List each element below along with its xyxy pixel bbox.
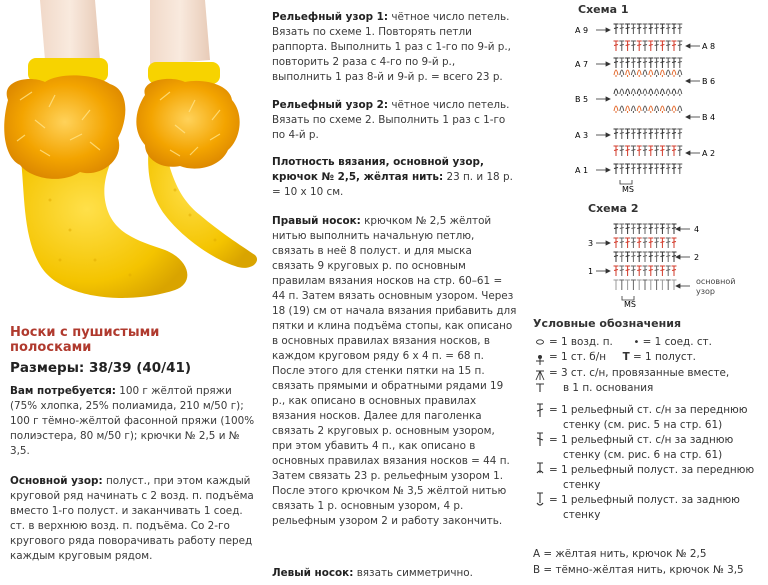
s2-label-left-3: 3 (588, 239, 594, 248)
stitch-symbol (672, 89, 676, 96)
stitch-symbol (631, 266, 636, 276)
s1-label-left-5: B 5 (575, 95, 589, 104)
relief1-block (272, 10, 517, 85)
legend-bpdc: = 1 рельефный ст. с/н за заднюю (549, 434, 734, 446)
legend-hdc: = 1 полуст. (633, 351, 696, 363)
stitch-symbol (666, 224, 671, 234)
stitch-symbol (649, 106, 653, 113)
yarn-b: В = тёмно-жёлтая нить, крючок № 3,5 (533, 564, 744, 576)
legend-sc: = 1 ст. б/н (549, 351, 606, 363)
stitch-symbol (666, 70, 670, 77)
right-fluff (136, 79, 239, 169)
stitch-symbol (649, 70, 653, 77)
stitch-symbol (654, 58, 659, 68)
stitch-symbol (643, 280, 648, 290)
stitch-symbol (666, 266, 671, 276)
stitch-symbol (614, 70, 618, 77)
s1-label-left-9: A 9 (575, 26, 589, 35)
stitch-symbol (666, 24, 671, 34)
sc-icon (536, 357, 544, 365)
stitch-symbol (619, 266, 624, 276)
stitch-symbol (677, 24, 682, 34)
stitch-symbol (672, 238, 677, 248)
stitch-symbol (660, 224, 665, 234)
stitch-symbol (666, 106, 670, 113)
stitch-symbol (648, 41, 653, 51)
stitch-symbol (625, 146, 630, 156)
stitch-symbol (631, 41, 636, 51)
stitch-symbol (643, 266, 648, 276)
stitch-symbol (660, 146, 665, 156)
stitch-symbol (678, 89, 682, 96)
density-block (272, 155, 517, 200)
stitch-symbol (672, 266, 677, 276)
stitch-symbol (625, 41, 630, 51)
stitch-symbol (660, 238, 665, 248)
stitch-symbol (678, 70, 682, 77)
stitch-symbol (614, 252, 619, 262)
stitch-symbol (654, 129, 659, 139)
half-dc-icon (536, 384, 544, 392)
left-sock-block (272, 566, 517, 581)
stitch-symbol (660, 106, 664, 113)
stitch-symbol (643, 164, 648, 174)
sizes: Размеры: 38/39 (40/41) (10, 360, 192, 376)
s2-label-right-4: 4 (694, 225, 700, 234)
stitch-symbol (625, 266, 630, 276)
stitch-symbol (672, 280, 677, 290)
stitch-symbol (643, 129, 648, 139)
s2-ms: MS (624, 300, 636, 308)
stitch-symbol (631, 24, 636, 34)
left-sock-label: Левый носок: (272, 567, 354, 579)
s1-label-left-3: A 3 (575, 131, 589, 140)
density-text: 23 п. и 18 р. = 10 х 10 см. (272, 171, 513, 198)
stitch-symbol (678, 106, 682, 113)
stitch-symbol (631, 58, 636, 68)
stitch-symbol (619, 224, 624, 234)
back-post-dc-icon (537, 433, 543, 446)
stitch-symbol (631, 280, 636, 290)
chain-icon (537, 340, 544, 344)
stitch-symbol (677, 58, 682, 68)
stitch-symbol (655, 89, 659, 96)
stitch-symbol (625, 280, 630, 290)
stitch-symbol (614, 164, 619, 174)
relief2-text: чётное число петель. Вязать по схеме 2. Выполнить 1 раз с 1-го по 4-й р. (272, 99, 510, 141)
stitch-symbol (643, 70, 647, 77)
stitch-symbol (660, 164, 665, 174)
stitch-symbol (625, 24, 630, 34)
stitch-symbol (660, 252, 665, 262)
s1-label-right-6: B 6 (702, 77, 716, 86)
stitch-symbol (626, 89, 630, 96)
stitch-symbol (614, 266, 619, 276)
stitch-symbol (649, 89, 653, 96)
stitch-symbol (654, 238, 659, 248)
stitch-symbol (631, 106, 635, 113)
stitch-symbol (614, 146, 619, 156)
stitch-symbol (655, 106, 659, 113)
stitch-symbol (619, 129, 624, 139)
yarn-a: А = жёлтая нить, крючок № 2,5 (533, 548, 707, 560)
legend-fphdc: = 1 рельефный полуст. за переднюю (549, 464, 755, 476)
stitch-symbol (637, 252, 642, 262)
stitch-symbol (660, 41, 665, 51)
stitch-symbol (672, 70, 676, 77)
stitch-symbol (631, 164, 636, 174)
scheme1-stitches (614, 24, 683, 174)
stitch-symbol (654, 41, 659, 51)
density-label: Плотность вязания, основной узор, крючок № 2,5, жёлтая нить: (272, 156, 484, 183)
s1-label-left-1: A 1 (575, 166, 589, 175)
stitch-symbol (672, 24, 677, 34)
stitch-symbol (625, 238, 630, 248)
stitch-symbol (648, 24, 653, 34)
stitch-symbol (643, 24, 648, 34)
stitch-symbol (643, 252, 648, 262)
stitch-symbol (666, 58, 671, 68)
stitch-symbol (672, 106, 676, 113)
right-leg (150, 0, 210, 65)
legend-bpdc-2: стенку (см. рис. 6 на стр. 61) (563, 449, 723, 461)
stitch-symbol (637, 41, 642, 51)
legend-bphdc: = 1 рельефный полуст. за заднюю (549, 494, 740, 506)
stitch-symbol (677, 129, 682, 139)
stitch-symbol (648, 146, 653, 156)
stitch-symbol (631, 89, 635, 96)
stitch-symbol (672, 41, 677, 51)
stitch-symbol (637, 24, 642, 34)
stitch-symbol (620, 89, 624, 96)
stitch-symbol (625, 58, 630, 68)
stitch-symbol (654, 146, 659, 156)
stitch-symbol (619, 238, 624, 248)
stitch-symbol (626, 106, 630, 113)
stitch-symbol (648, 129, 653, 139)
stitch-symbol (672, 129, 677, 139)
stitch-symbol (637, 238, 642, 248)
stitch-symbol (643, 106, 647, 113)
s2-label-left-1: 1 (588, 267, 594, 276)
stitch-symbol (660, 24, 665, 34)
stitch-symbol (643, 146, 648, 156)
stitch-symbol (619, 58, 624, 68)
stitch-symbol (637, 266, 642, 276)
legend-chain: = 1 возд. п. (549, 336, 613, 348)
stitch-symbol (654, 280, 659, 290)
legend-cluster: = 3 ст. с/н, провязанные вместе, (549, 367, 730, 379)
socks-photo (0, 0, 265, 320)
stitch-symbol (637, 89, 641, 96)
right-sock-label: Правый носок: (272, 215, 361, 227)
legend-fpdc: = 1 рельефный ст. с/н за переднюю (549, 404, 748, 416)
svg-text:узор: узор (696, 287, 715, 296)
materials-label: Вам потребуется: (10, 385, 116, 397)
stitch-symbol (666, 41, 671, 51)
stitch-symbol (619, 252, 624, 262)
stitch-symbol (631, 146, 636, 156)
relief1-label: Рельефный узор 1: (272, 11, 389, 23)
stitch-symbol (666, 252, 671, 262)
stitch-symbol (648, 164, 653, 174)
stitch-symbol (654, 24, 659, 34)
scheme1-diagram (570, 18, 760, 193)
stitch-symbol (614, 224, 619, 234)
scheme2-title: Схема 2 (588, 202, 639, 215)
stitch-symbol (666, 164, 671, 174)
stitch-symbol (625, 164, 630, 174)
stitch-symbol (654, 224, 659, 234)
stitch-symbol (660, 266, 665, 276)
stitch-symbol (619, 146, 624, 156)
stitch-symbol (619, 164, 624, 174)
stitch-symbol (614, 41, 619, 51)
right-sock-text: крючком № 2,5 жёлтой нитью выполнить начальную петлю, связать в неё 8 полуст. и для мыска связать 9 круговых р. по основным правилам вязания носков на стр. 60–61 = 44 п. Затем вязать основным узором. Через 18 (19) см от начала вязания прибавить для пятки и клина подъёма стопы, как описано в основных правилах вязания носков, в каждом круговом ряду 6 х 4 п. = 68 п. После этого для стенки пятки на 15 п. связать прямыми и обратными рядами 19 р., как описано в основных правилах вязания носков. Далее для паголенка связать 2 круговых р. основным узором, при этом убавить 4 п., как описано в основных правилах вязания носков = 44 п. Затем связать 23 р. рельефным узором 1. После этого крючком № 3,5 жёлтой нитью связать 1 р. основным узором, 4 р. рельефным узором 2 и работу закончить. (272, 215, 517, 527)
stitch-symbol (677, 146, 682, 156)
front-post-hdc-icon (537, 463, 543, 473)
materials-text: 100 г жёлтой пряжи (75% хлопка, 25% полиамида, 210 м/50 г); 100 г тёмно-жёлтой фасонной пряжи (100% полиэстера, 80 м/50 г); крючки № 2,5 и № 3,5. (10, 385, 255, 457)
stitch-symbol (648, 58, 653, 68)
legend-bphdc-2: стенку (563, 509, 601, 521)
stitch-symbol (654, 252, 659, 262)
materials-block (10, 384, 260, 459)
cluster-icon (536, 371, 544, 380)
stitch-symbol (614, 129, 619, 139)
stitch-symbol (660, 280, 665, 290)
product-title: Носки с пушистыми полосками (10, 325, 160, 355)
stitch-symbol (643, 58, 648, 68)
basic-pattern-block (10, 474, 260, 564)
stitch-symbol (672, 146, 677, 156)
stitch-symbol (677, 41, 682, 51)
left-sock-text: вязать симметрично. (356, 567, 473, 579)
stitch-symbol (631, 129, 636, 139)
s1-ms: MS (622, 185, 634, 193)
stitch-symbol (614, 58, 619, 68)
stitch-symbol (666, 280, 671, 290)
stitch-symbol (620, 106, 624, 113)
legend-slip: = 1 соед. ст. (642, 336, 712, 348)
stitch-symbol (637, 106, 641, 113)
stitch-symbol (625, 252, 630, 262)
stitch-symbol (619, 280, 624, 290)
s1-label-left-7: A 7 (575, 60, 589, 69)
stitch-symbol (643, 238, 648, 248)
stitch-symbol (625, 224, 630, 234)
stitch-symbol (672, 58, 677, 68)
back-post-hdc-icon (537, 493, 543, 505)
stitch-symbol (637, 58, 642, 68)
stitch-symbol (637, 70, 641, 77)
basic-pattern-label: Основной узор: (10, 475, 103, 487)
stitch-symbol (672, 164, 677, 174)
left-fluff (4, 75, 125, 179)
stitch-symbol (631, 252, 636, 262)
stitch-symbol (631, 224, 636, 234)
stitch-symbol (643, 89, 647, 96)
stitch-symbol (655, 70, 659, 77)
relief2-block (272, 98, 517, 143)
stitch-symbol (643, 41, 648, 51)
relief2-label: Рельефный узор 2: (272, 99, 389, 111)
s1-label-right-2: A 2 (702, 149, 716, 158)
legend-fpdc-2: стенку (см. рис. 5 на стр. 61) (563, 419, 723, 431)
stitch-symbol (637, 224, 642, 234)
stitch-symbol (654, 266, 659, 276)
basic-pattern-text: полуст., при этом каждый круговой ряд начинать с 2 возд. п. подъёма вместо 1-го полуст. и заканчивать 1 соед. ст. в верхнюю возд. п. подъёма. Со 2-го кругового ряда поворачивать работу перед каждым круговым рядом. (10, 475, 254, 562)
stitch-symbol (614, 89, 618, 96)
stitch-symbol (637, 280, 642, 290)
scheme1-title: Схема 1 (578, 3, 629, 16)
stitch-symbol (637, 129, 642, 139)
stitch-symbol (620, 70, 624, 77)
relief1-text: чётное число петель. Вязать по схеме 1. Повторять петли раппорта. Выполнить 1 раз с 1-го по 9-й р., повторить 2 раза с 4-го по 9-й р., выполнить 1 раз 8-й и 9-й р. = всего 23 р. (272, 11, 511, 83)
stitch-symbol (614, 106, 618, 113)
legend-fphdc-2: стенку (563, 479, 601, 491)
stitch-symbol (677, 164, 682, 174)
s2-label-right-2: 2 (694, 253, 700, 262)
stitch-symbol (614, 280, 619, 290)
stitch-symbol (648, 280, 653, 290)
legend-title: Условные обозначения (533, 317, 682, 330)
stitch-symbol (654, 164, 659, 174)
legend-cluster-2: в 1 п. основания (563, 382, 654, 394)
stitch-symbol (666, 146, 671, 156)
right-sock-block (272, 214, 517, 529)
stitch-symbol (648, 224, 653, 234)
stitch-symbol (666, 89, 670, 96)
stitch-symbol (666, 238, 671, 248)
stitch-symbol (619, 24, 624, 34)
stitch-symbol (643, 224, 648, 234)
front-post-dc-icon (537, 404, 543, 417)
stitch-symbol (660, 129, 665, 139)
stitch-symbol (648, 238, 653, 248)
stitch-symbol (626, 70, 630, 77)
left-leg (40, 0, 100, 60)
stitch-symbol (660, 58, 665, 68)
scheme2-diagram (570, 216, 768, 308)
s1-label-right-8: A 8 (702, 42, 716, 51)
stitch-symbol (614, 24, 619, 34)
stitch-symbol (625, 129, 630, 139)
stitch-symbol (648, 252, 653, 262)
stitch-symbol (666, 129, 671, 139)
stitch-symbol (660, 89, 664, 96)
stitch-symbol (637, 164, 642, 174)
s2-side-label: основной (696, 277, 736, 286)
s1-label-right-4: B 4 (702, 113, 716, 122)
stitch-symbol (648, 266, 653, 276)
stitch-symbol (631, 70, 635, 77)
stitch-symbol (619, 41, 624, 51)
stitch-symbol (637, 146, 642, 156)
scheme2-stitches (614, 224, 677, 290)
stitch-symbol (660, 70, 664, 77)
stitch-symbol (631, 238, 636, 248)
stitch-symbol (614, 238, 619, 248)
